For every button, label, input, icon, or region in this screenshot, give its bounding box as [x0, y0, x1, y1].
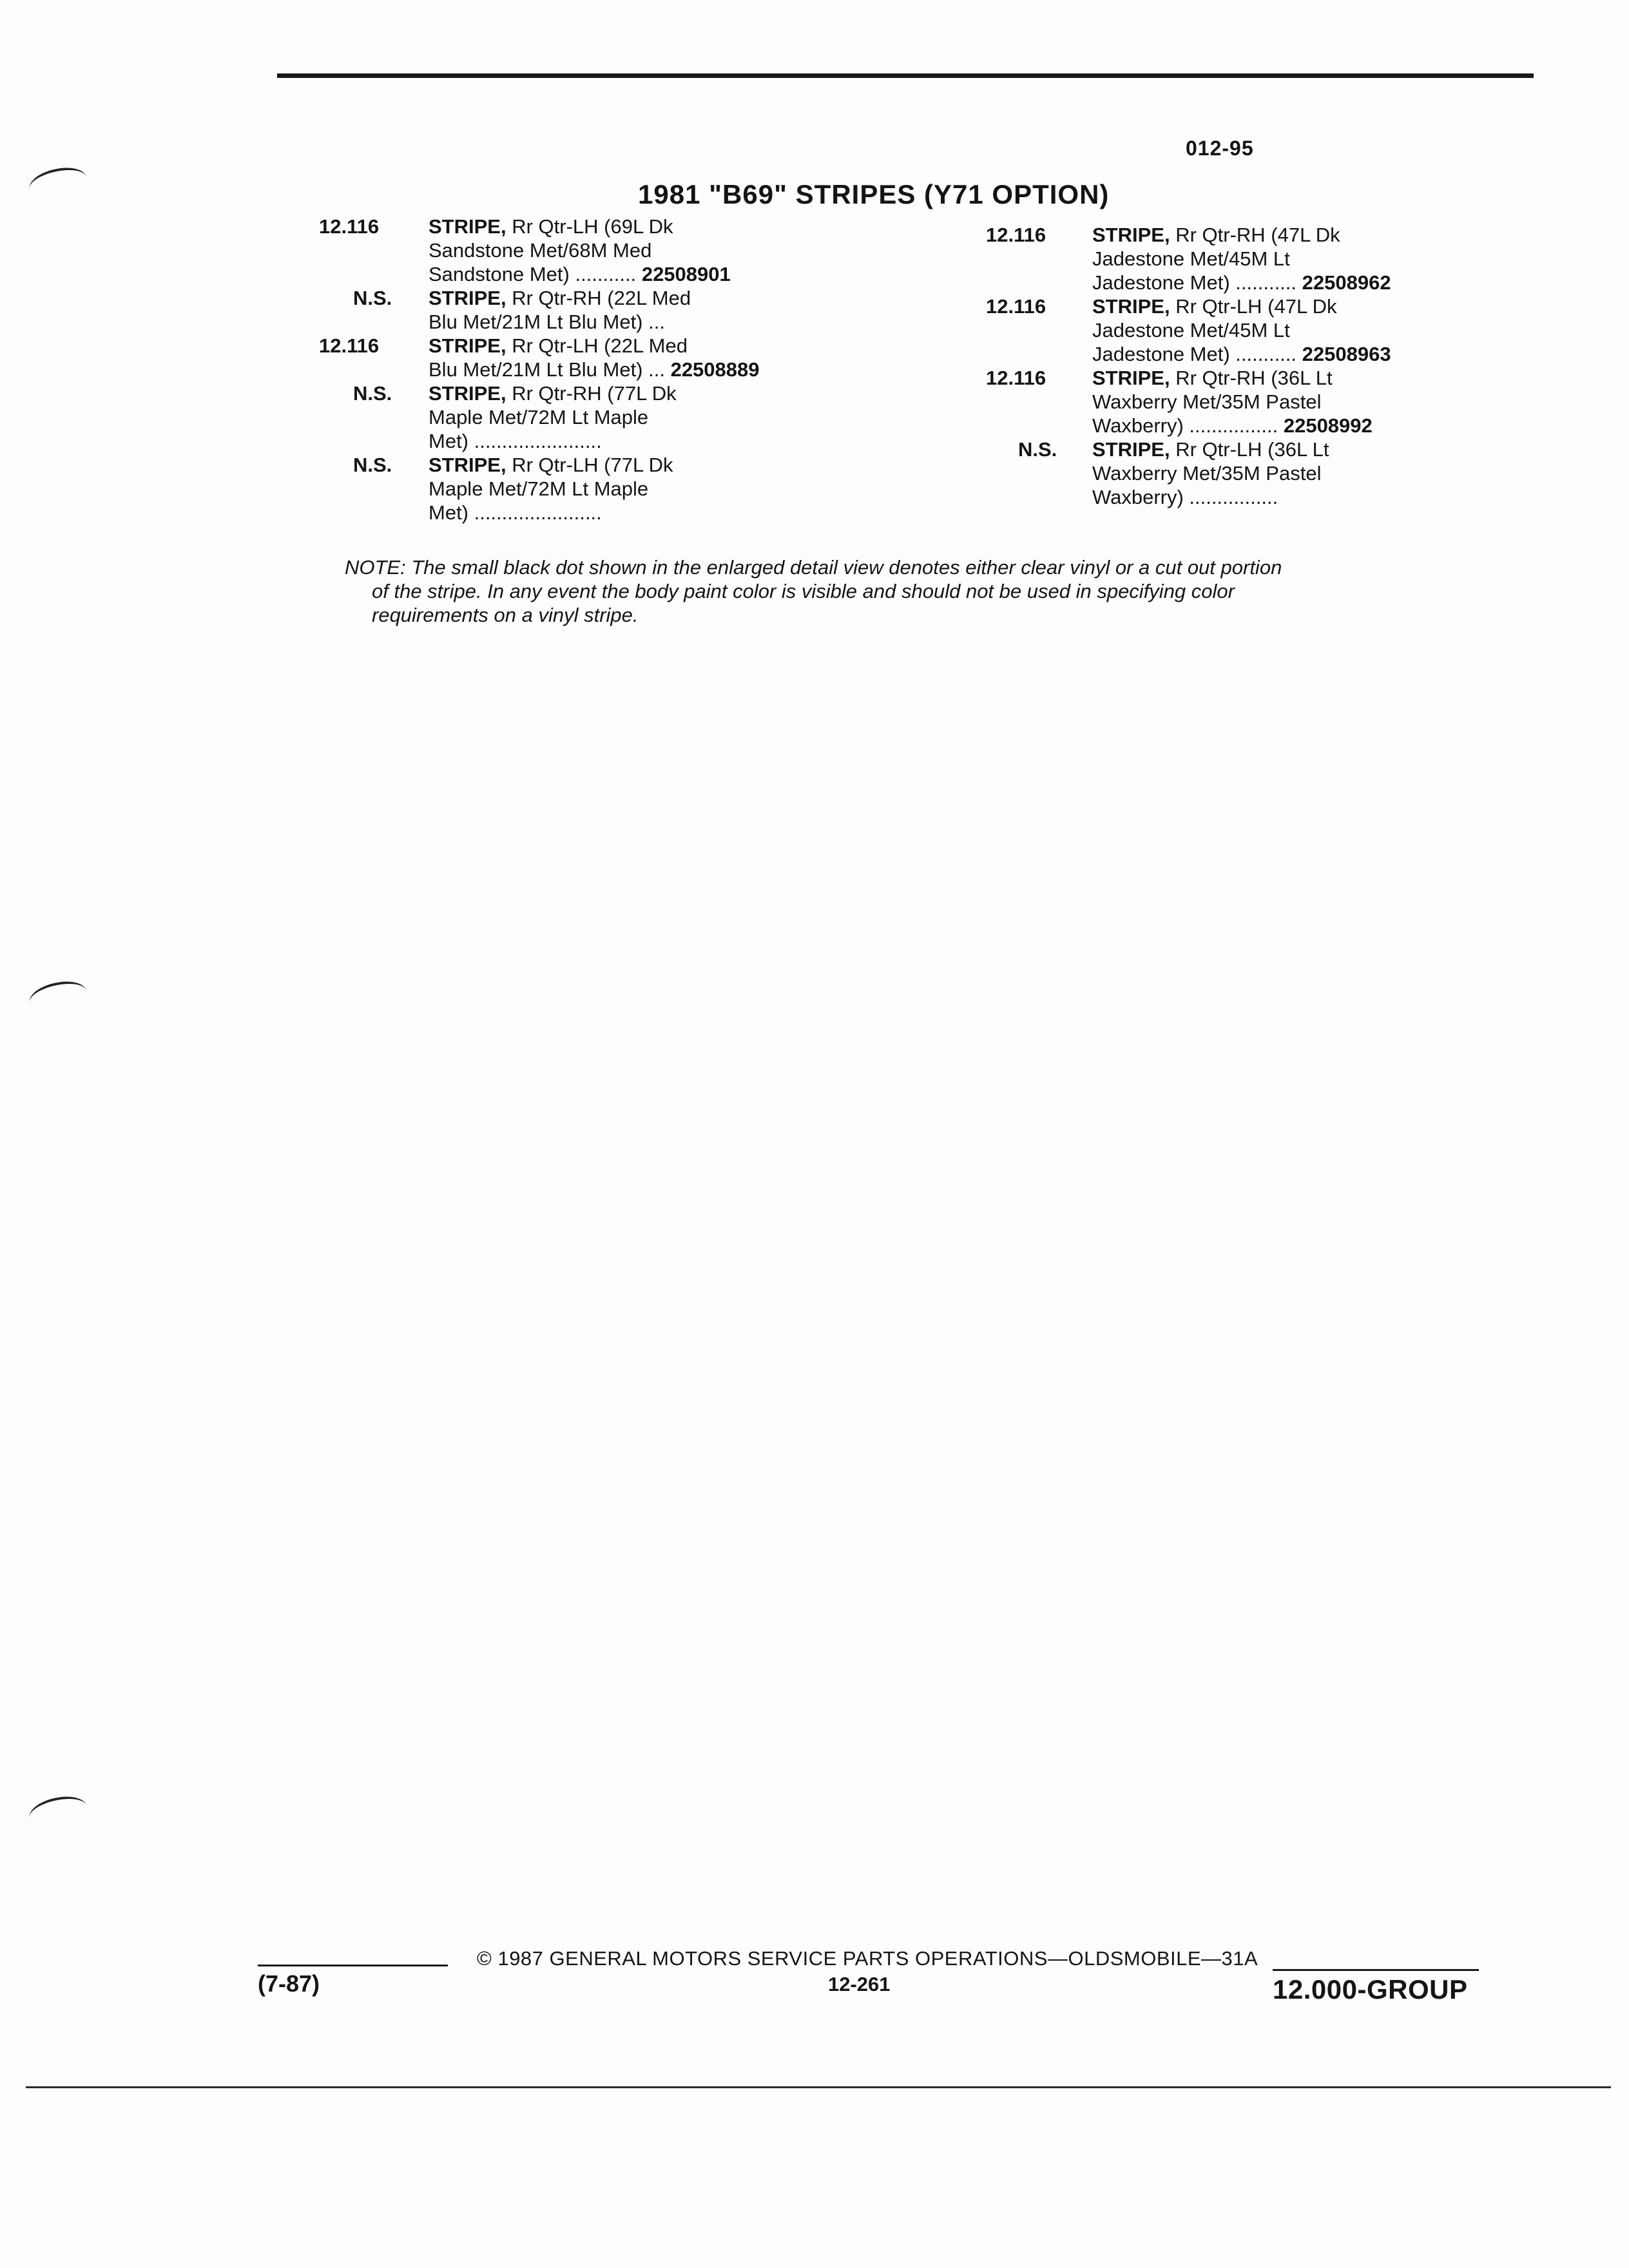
description-line: Rr Qtr-RH (47L Dk — [1170, 224, 1340, 246]
part-number: 22508901 — [641, 263, 731, 285]
description-line: Jadestone Met/45M Lt — [1092, 319, 1290, 341]
note-line: NOTE: The small black dot shown in the enlarged detail view denotes either clear vinyl or a cut out portion — [345, 556, 1282, 579]
footer-group: 12.000-GROUP — [1273, 1974, 1468, 2004]
ref-number: 12.116 — [986, 295, 1046, 318]
part-label: STRIPE, — [429, 287, 506, 309]
ref-number: N.S. — [353, 454, 392, 476]
description-line: Blu Met/21M Lt Blu Met) ... — [429, 358, 671, 381]
description-line: Jadestone Met) ........... — [1092, 271, 1302, 294]
description-line: Met) ....................... — [429, 430, 602, 452]
description-line: Rr Qtr-RH (22L Med — [506, 287, 691, 309]
footer-copyright: © 1987 GENERAL MOTORS SERVICE PARTS OPERATIONS—OLDSMOBILE—31A — [477, 1947, 1258, 1970]
part-label: STRIPE, — [1092, 295, 1170, 318]
description-line: Jadestone Met) ........... — [1092, 343, 1302, 365]
part-number: 22508889 — [670, 358, 760, 381]
description-line: Rr Qtr-LH (69L Dk — [506, 215, 673, 238]
part-label: STRIPE, — [1092, 438, 1170, 461]
description-line: Maple Met/72M Lt Maple — [429, 406, 649, 428]
footer-date-code: (7-87) — [258, 1970, 320, 1997]
part-label: STRIPE, — [429, 382, 506, 405]
binder-hole-mark-top — [26, 163, 89, 203]
description-line: Waxberry Met/35M Pastel — [1092, 390, 1322, 413]
binder-hole-mark-bottom — [26, 1792, 89, 1832]
ref-number: 12.116 — [319, 215, 380, 238]
description-line: Rr Qtr-LH (47L Dk — [1170, 295, 1337, 318]
description-line: Waxberry) ................ — [1092, 414, 1284, 437]
description-line: Waxberry) ................ — [1092, 486, 1278, 508]
description-line: Rr Qtr-RH (36L Lt — [1170, 367, 1333, 389]
part-label: STRIPE, — [429, 215, 506, 238]
description-line: Rr Qtr-LH (22L Med — [506, 334, 688, 357]
note-line: requirements on a vinyl stripe. — [372, 604, 639, 626]
description-line: Jadestone Met/45M Lt — [1092, 247, 1290, 270]
part-label: STRIPE, — [429, 334, 506, 357]
footer-page-number: 12-261 — [828, 1973, 891, 1995]
ref-number: N.S. — [353, 287, 392, 309]
part-number: 22508963 — [1302, 343, 1391, 365]
description-line: Rr Qtr-LH (36L Lt — [1170, 438, 1329, 461]
note-line: of the stripe. In any event the body paint color is visible and should not be used in specifying color — [372, 580, 1235, 602]
page-code: 012-95 — [1186, 137, 1254, 160]
ref-number: 12.116 — [319, 334, 380, 357]
ref-number: N.S. — [1018, 438, 1057, 461]
page-title: 1981 "B69" STRIPES (Y71 OPTION) — [638, 179, 1110, 209]
top-rule — [277, 73, 1534, 78]
description-line: Waxberry Met/35M Pastel — [1092, 462, 1322, 485]
part-number: 22508992 — [1283, 414, 1373, 437]
bottom-rule — [26, 2086, 1611, 2088]
description-line: Sandstone Met/68M Med — [429, 239, 652, 262]
footer-rule-right — [1273, 1969, 1479, 1971]
description-line: Maple Met/72M Lt Maple — [429, 477, 649, 500]
part-label: STRIPE, — [429, 454, 506, 476]
ref-number: 12.116 — [986, 367, 1046, 389]
ref-number: 12.116 — [986, 224, 1046, 246]
description-line: Rr Qtr-LH (77L Dk — [506, 454, 673, 476]
binder-hole-mark-middle — [26, 977, 89, 1017]
description-line: Met) ....................... — [429, 501, 602, 524]
description-line: Sandstone Met) ........... — [429, 263, 642, 285]
part-label: STRIPE, — [1092, 224, 1170, 246]
description-line: Rr Qtr-RH (77L Dk — [506, 382, 677, 405]
note-block — [345, 555, 1505, 627]
footer-rule-left — [258, 1965, 448, 1966]
part-label: STRIPE, — [1092, 367, 1170, 389]
ref-number: N.S. — [353, 382, 392, 405]
part-number: 22508962 — [1302, 271, 1391, 294]
description-line: Blu Met/21M Lt Blu Met) ... — [429, 311, 665, 333]
